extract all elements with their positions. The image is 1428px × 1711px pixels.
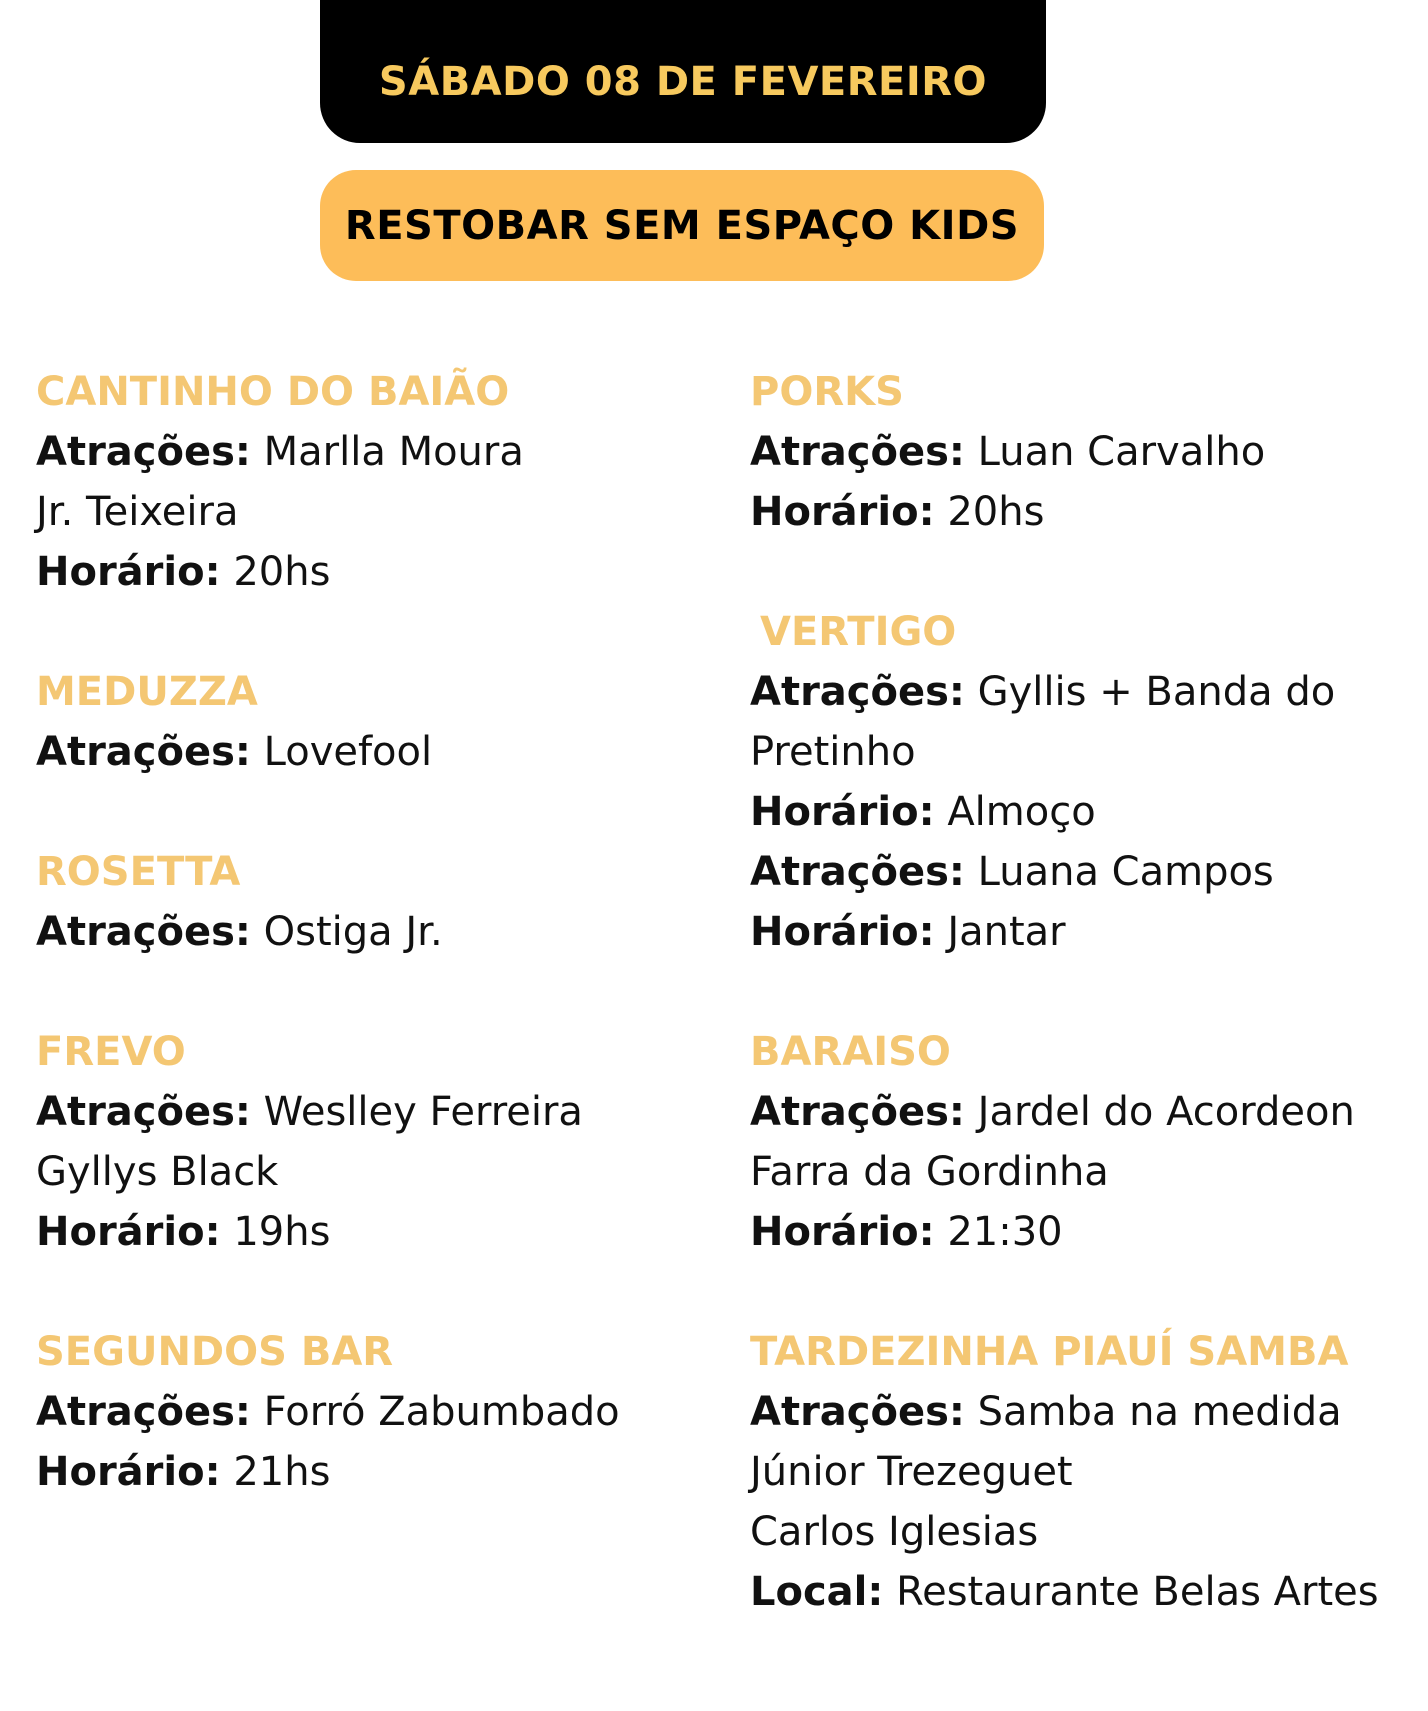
attractions-value-2: Luana Campos: [977, 849, 1274, 895]
attractions-label: Atrações:: [750, 669, 965, 715]
date-title: SÁBADO 08 DE FEVEREIRO: [378, 58, 988, 105]
venue-tardezinha-piaui-samba: [750, 1322, 1410, 1622]
attractions-value: Lovefool: [263, 729, 433, 775]
attractions-line: [36, 1082, 696, 1142]
attractions-line-2: [750, 842, 1410, 902]
attractions-extra: Júnior Trezeguet: [750, 1449, 1073, 1495]
attractions-line: [36, 422, 696, 482]
venue-segundos-bar: [36, 1322, 696, 1502]
time-value: 21:30: [947, 1209, 1063, 1255]
subtitle-text: RESTOBAR SEM ESPAÇO KIDS: [344, 202, 1020, 249]
location-label: Local:: [750, 1569, 884, 1615]
time-value: 21hs: [233, 1449, 331, 1495]
venue-frevo: [36, 1022, 696, 1262]
venue-name: VERTIGO: [760, 609, 957, 655]
attractions-label: Atrações:: [750, 429, 965, 475]
time-label: Horário:: [750, 789, 935, 835]
attractions-line: [750, 1382, 1410, 1442]
time-line: [750, 782, 1410, 842]
attractions-value: Samba na medida: [977, 1389, 1342, 1435]
venue-name: PORKS: [750, 369, 904, 415]
time-line: [750, 482, 1410, 542]
venue-name: TARDEZINHA PIAUÍ SAMBA: [750, 1329, 1349, 1375]
venue-name: MEDUZZA: [36, 669, 258, 715]
time-line: [750, 1202, 1410, 1262]
venue-porks: [750, 362, 1410, 542]
time-value-2: Jantar: [947, 909, 1066, 955]
time-line: [36, 1442, 696, 1502]
attractions-line: [750, 1082, 1410, 1142]
right-column: [750, 362, 1410, 1622]
time-label: Horário:: [36, 1449, 221, 1495]
attractions-line: [750, 422, 1410, 482]
attractions-extra: Jr. Teixeira: [36, 489, 239, 535]
venue-cantinho-do-baiao: [36, 362, 696, 602]
attractions-extra: Carlos Iglesias: [750, 1509, 1039, 1555]
time-value: 20hs: [947, 489, 1045, 535]
venue-name: FREVO: [36, 1029, 186, 1075]
attractions-value: Marlla Moura: [263, 429, 524, 475]
venue-name: ROSETTA: [36, 849, 241, 895]
attractions-label: Atrações:: [36, 909, 251, 955]
attractions-line: [36, 1382, 696, 1442]
time-label: Horário:: [750, 489, 935, 535]
attractions-value: Weslley Ferreira: [263, 1089, 583, 1135]
attractions-value: Forró Zabumbado: [263, 1389, 620, 1435]
time-value: Almoço: [947, 789, 1096, 835]
venue-baraiso: [750, 1022, 1410, 1262]
attractions-label: Atrações:: [36, 1089, 251, 1135]
attractions-line: [36, 902, 696, 962]
location-line: [750, 1562, 1410, 1622]
attractions-line: [750, 662, 1410, 722]
time-label: Horário:: [750, 909, 935, 955]
subtitle-banner: [320, 170, 1044, 281]
attractions-extra: Farra da Gordinha: [750, 1149, 1109, 1195]
time-label: Horário:: [36, 1209, 221, 1255]
time-line: [36, 1202, 696, 1262]
date-banner: [320, 0, 1046, 143]
attractions-value: Ostiga Jr.: [263, 909, 443, 955]
time-line-2: [750, 902, 1410, 962]
time-value: 20hs: [233, 549, 331, 595]
left-column: [36, 362, 696, 1502]
attractions-label: Atrações:: [750, 1389, 965, 1435]
attractions-label: Atrações:: [750, 849, 965, 895]
venue-meduzza: [36, 662, 696, 782]
attractions-line: [36, 722, 696, 782]
attractions-extra: Gyllys Black: [36, 1149, 279, 1195]
time-label: Horário:: [750, 1209, 935, 1255]
time-label: Horário:: [36, 549, 221, 595]
venue-rosetta: [36, 842, 696, 962]
attractions-label: Atrações:: [750, 1089, 965, 1135]
attractions-label: Atrações:: [36, 429, 251, 475]
time-value: 19hs: [233, 1209, 331, 1255]
venue-vertigo: [750, 602, 1410, 962]
attractions-extra: Pretinho: [750, 729, 916, 775]
venue-name: SEGUNDOS BAR: [36, 1329, 394, 1375]
venue-name: BARAISO: [750, 1029, 951, 1075]
venue-name: CANTINHO DO BAIÃO: [36, 369, 510, 415]
location-value: Restaurante Belas Artes: [896, 1569, 1379, 1615]
attractions-label: Atrações:: [36, 1389, 251, 1435]
attractions-value: Luan Carvalho: [977, 429, 1266, 475]
attractions-value: Jardel do Acordeon: [977, 1089, 1355, 1135]
attractions-label: Atrações:: [36, 729, 251, 775]
attractions-value: Gyllis + Banda do: [977, 669, 1336, 715]
time-line: [36, 542, 696, 602]
